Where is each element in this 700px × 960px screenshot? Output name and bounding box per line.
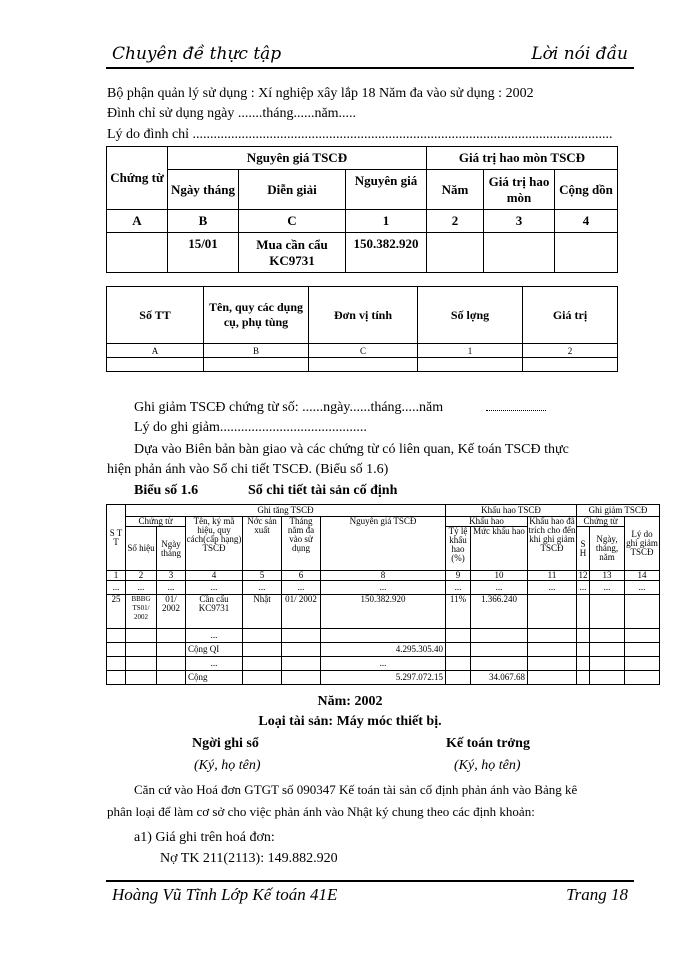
t3-h-ngaythangnam: Ngày, tháng, năm: [590, 527, 625, 571]
asset-type: Loại tài sản: Máy móc thiết bị.: [258, 714, 442, 729]
cell: [243, 671, 282, 685]
cell: [625, 657, 660, 671]
para-line-1: Dựa vào Biên bản bàn giao và các chứng từ có liên quan, Kế toán TSCĐ thực: [134, 442, 569, 457]
row-date: 15/01: [168, 233, 239, 273]
t3-num: 6: [282, 571, 321, 581]
cell: [126, 629, 157, 643]
h-gtri: Giá trị hao mòn: [484, 170, 555, 210]
cell: [282, 657, 321, 671]
cell: [590, 643, 625, 657]
t3-congq1-value: 4.295.305.40: [321, 643, 446, 657]
cell: [577, 629, 590, 643]
cell: [577, 657, 590, 671]
cell: [590, 671, 625, 685]
cell: [126, 657, 157, 671]
t2-h-ten: Tên, quy các dụng cụ, phụ tùng: [204, 287, 309, 344]
ghigiam-line: Ghi giảm TSCĐ chứng từ số: ......ngày......tháng.....năm: [134, 400, 444, 415]
h-congdon: Cộng dồn: [555, 170, 618, 210]
cell: [446, 657, 471, 671]
t3-cong-label: Cộng: [186, 671, 243, 685]
t3-num: 2: [126, 571, 157, 581]
bieuso-label: Biểu số 1.6: [134, 483, 199, 498]
h-nam: Năm: [427, 170, 484, 210]
cell: [590, 595, 625, 629]
t3-h-ngaythang: Ngày tháng: [157, 527, 186, 571]
t3-dots: ...: [282, 581, 321, 595]
cell: [471, 643, 528, 657]
t2-code-a: A: [107, 344, 204, 358]
footer-divider: [106, 880, 634, 882]
t2-code-c: C: [309, 344, 418, 358]
t3-num: 1: [107, 571, 126, 581]
t3-r25-ten: Cần cẩu KC9731: [186, 595, 243, 629]
footer-left: Hoàng Vũ Tĩnh Lớp Kế toán 41E: [112, 885, 338, 904]
cell: [471, 629, 528, 643]
t3-congq1-label: Cộng QI: [186, 643, 243, 657]
code-b: B: [168, 210, 239, 233]
cell: [523, 358, 618, 372]
cell: [625, 629, 660, 643]
cell: [625, 595, 660, 629]
footer-right: Trang 18: [566, 885, 628, 904]
code-c: C: [239, 210, 346, 233]
t3-h-sohieu: Số hiệu: [126, 527, 157, 571]
t3-dots: ...: [625, 581, 660, 595]
cell: [528, 629, 577, 643]
bieuso-title: Sổ chi tiết tài sản cố định: [248, 483, 398, 498]
cell: [107, 358, 204, 372]
header-right: Lời nói đầu: [531, 44, 628, 64]
cell: [126, 643, 157, 657]
sign-left-note: (Ký, họ tên): [194, 758, 261, 773]
debit-line: Nợ TK 211(2113): 149.882.920: [160, 851, 338, 866]
t3-num: 10: [471, 571, 528, 581]
dotted-fill: [486, 398, 546, 411]
header-divider: [106, 67, 634, 69]
code-a: A: [107, 210, 168, 233]
cell: [157, 657, 186, 671]
intro-line-2: Đình chỉ sử dụng ngày .......tháng......năm.....: [107, 106, 357, 121]
t3-dots: ...: [528, 581, 577, 595]
asset-table: [106, 146, 618, 273]
cell: [243, 657, 282, 671]
cell: [282, 629, 321, 643]
t3-num: 13: [590, 571, 625, 581]
sign-left: Ngời ghi sổ: [192, 736, 259, 751]
t3-dots: ...: [243, 581, 282, 595]
lydo-line: Lý do ghi giảm..........................................: [134, 420, 367, 435]
cell: [577, 595, 590, 629]
t3-h-ghigiam: Ghi giảm TSCĐ: [577, 505, 660, 517]
t3-h-muckh: Mức khấu hao: [471, 527, 528, 571]
t3-h-thangnam: Tháng năm đa vào sử dụng: [282, 517, 321, 571]
cell: [107, 233, 168, 273]
t3-num: 3: [157, 571, 186, 581]
after-para-2: phân loại để làm cơ sở cho việc phản ánh vào Nhật ký chung theo các định khoản:: [107, 804, 535, 819]
t3-dots: ...: [321, 657, 446, 671]
cell: [577, 643, 590, 657]
t3-h-tyle: Tỷ lệ khấu hao (%): [446, 527, 471, 571]
h-ngaythang: Ngày tháng: [168, 170, 239, 210]
t3-dots: ...: [471, 581, 528, 595]
t2-code-2: 2: [523, 344, 618, 358]
cell: [157, 643, 186, 657]
h-haomon: Giá trị hao mòn TSCĐ: [427, 147, 618, 170]
cell: [309, 358, 418, 372]
h-nguyengia: Nguyên giá TSCĐ: [168, 147, 427, 170]
t3-dots: ...: [321, 581, 446, 595]
cell: [590, 629, 625, 643]
t3-dots: ...: [186, 629, 243, 643]
cell: [107, 629, 126, 643]
cell: [625, 671, 660, 685]
t3-dots: ...: [107, 581, 126, 595]
cell: [528, 657, 577, 671]
t3-r25-muc: 1.366.240: [471, 595, 528, 629]
cell: [446, 643, 471, 657]
cell: [446, 629, 471, 643]
t3-r25-stt: 25: [107, 595, 126, 629]
cell: [528, 671, 577, 685]
t2-h-stt: Số TT: [107, 287, 204, 344]
row-value: 150.382.920: [346, 233, 427, 273]
cell: [528, 595, 577, 629]
h-diengiai: Diễn giải: [239, 170, 346, 210]
t3-h-nuoc: Nớc sản xuất: [243, 517, 282, 571]
t2-code-b: B: [204, 344, 309, 358]
cell: [555, 233, 618, 273]
code-1: 1: [346, 210, 427, 233]
t3-h-sh: S H: [577, 527, 590, 571]
t3-num: 4: [186, 571, 243, 581]
sign-right: Kế toán trởng: [446, 736, 530, 751]
t3-h-khauhao: Khấu hao TSCĐ: [446, 505, 577, 517]
t3-h-nguyengia: Nguyên giá TSCĐ: [321, 517, 446, 571]
t3-num: 5: [243, 571, 282, 581]
tools-table: [106, 286, 618, 372]
t3-r25-thang: 01/ 2002: [282, 595, 321, 629]
t3-num: 8: [321, 571, 446, 581]
t3-h-chungtu2: Chứng từ: [577, 517, 625, 527]
t3-num: 11: [528, 571, 577, 581]
t3-cong-kh: 34.067.68: [471, 671, 528, 685]
after-para-1: Căn cứ vào Hoá đơn GTGT số 090347 Kế toán tài sản cố định phản ánh vào Bảng kê: [134, 782, 578, 797]
t3-dots: ...: [446, 581, 471, 595]
cell: [107, 643, 126, 657]
intro-line-3: Lý do đình chỉ ........................................................................................................................: [107, 127, 613, 142]
t3-h-khdatrich: Khấu hao đã trích cho đến khi ghi giảm TSCĐ: [528, 517, 577, 571]
t3-dots: ...: [186, 657, 243, 671]
cell: [471, 657, 528, 671]
t3-dots: ...: [577, 581, 590, 595]
t2-h-dvt: Đơn vị tính: [309, 287, 418, 344]
cell: [528, 643, 577, 657]
intro-line-1: Bộ phận quản lý sử dụng : Xí nghiệp xây lắp 18 Năm đa vào sử dụng : 2002: [107, 86, 534, 101]
cell: [107, 671, 126, 685]
cell: [418, 358, 523, 372]
h-chungtu: Chứng từ: [107, 147, 168, 210]
h-nguyengia2: Nguyên giá: [346, 170, 427, 210]
code-3: 3: [484, 210, 555, 233]
cell: [446, 671, 471, 685]
cell: [590, 657, 625, 671]
t3-cong-value: 5.297.072.15: [321, 671, 446, 685]
cell: [243, 643, 282, 657]
t3-num: 12: [578, 570, 588, 580]
t3-dots: ...: [126, 581, 157, 595]
t3-num: 14: [625, 571, 660, 581]
t3-num: 9: [446, 571, 471, 581]
t3-r25-nguyengia: 150.382.920: [321, 595, 446, 629]
cell: [126, 671, 157, 685]
t2-h-giatri: Giá trị: [523, 287, 618, 344]
a1-line: a1) Giá ghi trên hoá đơn:: [134, 830, 275, 845]
cell: [577, 671, 590, 685]
t2-h-soluong: Số lợng: [418, 287, 523, 344]
asset-detail-table: [106, 504, 660, 685]
cell: [321, 629, 446, 643]
cell: [282, 671, 321, 685]
t3-h-stt: S T T: [107, 505, 126, 571]
t2-code-1: 1: [418, 344, 523, 358]
cell: [282, 643, 321, 657]
cell: [107, 657, 126, 671]
t3-h-chungtu: Chứng từ: [126, 517, 186, 527]
cell: [204, 358, 309, 372]
row-desc: Mua cần cẩu KC9731: [239, 233, 346, 273]
t3-h-kh: Khấu hao: [446, 517, 528, 527]
year-label: Năm: 2002: [317, 694, 383, 709]
code-4: 4: [555, 210, 618, 233]
t3-r25-nuoc: Nhật: [243, 595, 282, 629]
t3-dots: ...: [186, 581, 243, 595]
t3-r25-sohieu: BBBG TS01/ 2002: [126, 595, 157, 629]
t3-h-lydo: Lý do ghi giảm TSCĐ: [625, 517, 660, 571]
sign-right-note: (Ký, họ tên): [454, 758, 521, 773]
t3-dots: ...: [590, 581, 625, 595]
cell: [427, 233, 484, 273]
cell: [157, 629, 186, 643]
cell: [157, 671, 186, 685]
header-left: Chuyên đề thực tập: [112, 44, 282, 64]
t3-dots: ...: [157, 581, 186, 595]
cell: [243, 629, 282, 643]
t3-h-ghitang: Ghi tăng TSCĐ: [126, 505, 446, 517]
para-line-2: hiện phản ánh vào Sổ chi tiết TSCĐ. (Biểu số 1.6): [107, 462, 389, 477]
t3-h-ten: Tên, ký mã hiệu, quy cách(cấp hạng) TSCĐ: [186, 517, 243, 571]
cell: [484, 233, 555, 273]
code-2: 2: [427, 210, 484, 233]
t3-r25-ngay: 01/ 2002: [157, 595, 186, 629]
t3-r25-tyle: 11%: [446, 595, 471, 629]
cell: [625, 643, 660, 657]
